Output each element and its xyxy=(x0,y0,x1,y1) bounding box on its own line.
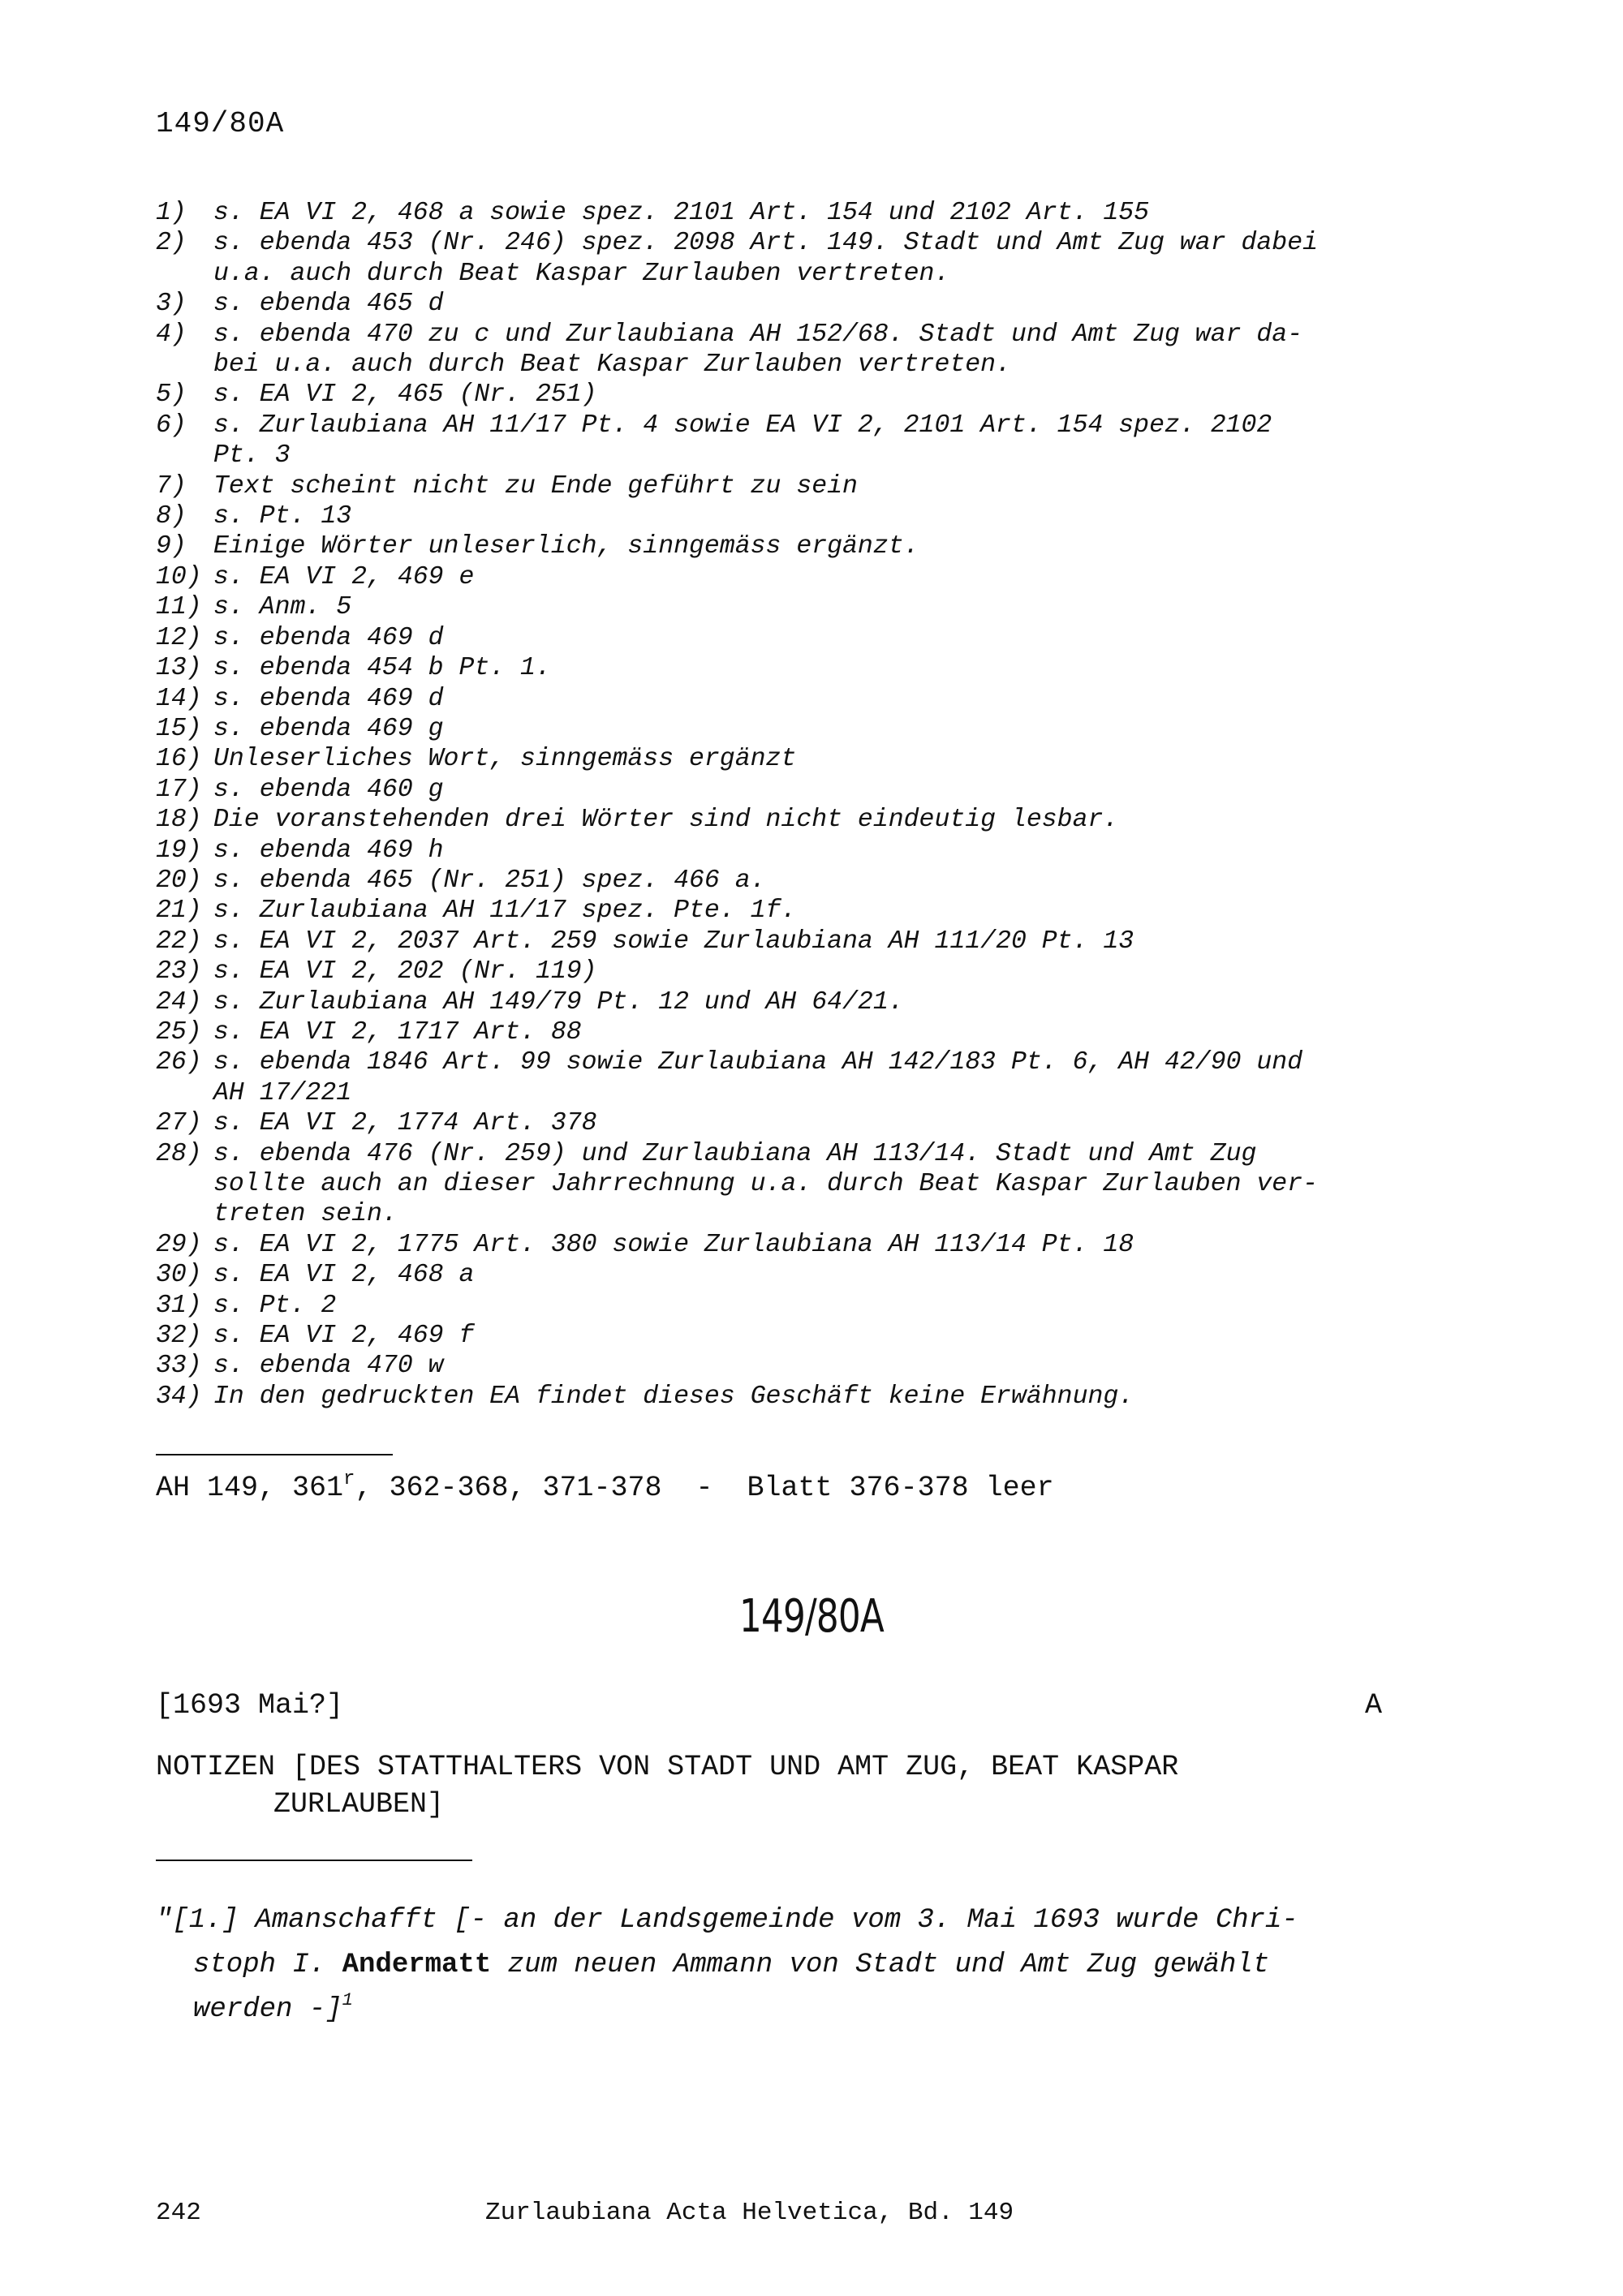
footnote-text xyxy=(213,957,1422,987)
body-line-3 xyxy=(156,1988,1410,2032)
footnote-line: s. ebenda 469 g xyxy=(213,714,444,743)
footnote-text xyxy=(213,896,1422,926)
footnote-text xyxy=(213,320,1422,381)
footnote-line: s. ebenda 469 d xyxy=(213,623,444,652)
footnote-line: AH 17/221 xyxy=(213,1078,352,1107)
footnote-number: 2) xyxy=(156,229,187,258)
footnote-line: Unleserliches Wort, sinngemäss ergänzt xyxy=(213,745,797,774)
footnote-item xyxy=(156,684,1422,714)
footnote-item xyxy=(156,1321,1422,1351)
footnote-item xyxy=(156,501,1422,531)
footnote-number: 34) xyxy=(156,1382,202,1411)
footnotes-separator-rule xyxy=(156,1454,393,1455)
footnote-text xyxy=(213,1321,1422,1351)
footnote-number: 33) xyxy=(156,1352,202,1381)
source-reference xyxy=(156,1468,1054,1504)
footnote-text xyxy=(213,1047,1422,1108)
footnote-line: s. ebenda 469 h xyxy=(213,836,444,865)
footnote-number: 10) xyxy=(156,562,202,591)
footnote-line: s. ebenda 453 (Nr. 246) spez. 2098 Art. 149. Stadt und Amt Zug war dabei xyxy=(213,229,1319,258)
footnote-line: s. ebenda 470 w xyxy=(213,1352,444,1381)
footnote-text xyxy=(213,228,1422,289)
footnote-number: 20) xyxy=(156,866,202,895)
footnote-line: s. ebenda 470 zu c und Zurlaubiana AH 152/68. Stadt und Amt Zug war da- xyxy=(213,320,1303,349)
footnote-item xyxy=(156,623,1422,653)
footnote-number: 30) xyxy=(156,1261,202,1290)
footnote-item xyxy=(156,866,1422,896)
document-number-heading: 149/80A xyxy=(738,1590,885,1643)
footnote-item xyxy=(156,1108,1422,1138)
source-suffix: , 362-368, 371-378 - Blatt 376-378 leer xyxy=(355,1472,1054,1504)
title-line-1: NOTIZEN [DES STATTHALTERS VON STADT UND AMT ZUG, BEAT KASPAR xyxy=(156,1751,1179,1783)
footnotes-list xyxy=(156,198,1422,1412)
footnote-item xyxy=(156,836,1422,866)
footnote-item xyxy=(156,775,1422,805)
footnote-line: s. EA VI 2, 2037 Art. 259 sowie Zurlaubiana AH 111/20 Pt. 13 xyxy=(213,927,1134,956)
footnote-item xyxy=(156,1291,1422,1321)
footnote-line: s. ebenda 465 d xyxy=(213,290,444,319)
footnote-item xyxy=(156,320,1422,381)
footnote-item xyxy=(156,1230,1422,1260)
footnote-line: s. EA VI 2, 469 e xyxy=(213,562,475,591)
source-superscript: r xyxy=(343,1468,355,1490)
body-line-2-start: stoph I. xyxy=(193,1950,342,1980)
footnote-line: s. Anm. 5 xyxy=(213,593,352,622)
footnote-item xyxy=(156,744,1422,774)
footnote-number: 5) xyxy=(156,381,187,410)
footnote-line: s. Zurlaubiana AH 11/17 spez. Pte. 1f. xyxy=(213,896,797,926)
footnote-number: 9) xyxy=(156,532,187,561)
footnote-line: Pt. 3 xyxy=(213,441,291,471)
footnote-text xyxy=(213,380,1422,410)
footnote-item xyxy=(156,1260,1422,1290)
footnote-marker: 1 xyxy=(342,1990,353,2010)
body-line-2-end: zum neuen Ammann von Stadt und Amt Zug gewählt xyxy=(491,1950,1270,1980)
footnote-line: sollte auch an dieser Jahrrechnung u.a. durch Beat Kaspar Zurlauben ver- xyxy=(213,1170,1319,1198)
footnote-line: s. EA VI 2, 468 a sowie spez. 2101 Art. 154 und 2102 Art. 155 xyxy=(213,199,1150,227)
footnote-text xyxy=(213,501,1422,531)
footnote-item xyxy=(156,957,1422,987)
footnote-number: 23) xyxy=(156,957,202,987)
document-type-marker: A xyxy=(1365,1689,1383,1722)
footnote-number: 14) xyxy=(156,684,202,713)
running-head: 149/80A xyxy=(156,107,285,140)
footnote-number: 29) xyxy=(156,1230,202,1259)
footnote-text xyxy=(213,1260,1422,1290)
footnote-text xyxy=(213,623,1422,653)
body-line-1: "[1.] Amanschafft [- an der Landsgemeinde vom 3. Mai 1693 wurde Chri- xyxy=(156,1905,1298,1936)
footnote-number: 28) xyxy=(156,1139,202,1168)
footnote-number: 32) xyxy=(156,1322,202,1351)
footnote-item xyxy=(156,653,1422,683)
footnote-text xyxy=(213,198,1422,228)
footnote-item xyxy=(156,562,1422,592)
footnote-text xyxy=(213,836,1422,866)
footnote-number: 12) xyxy=(156,623,202,652)
footnote-text xyxy=(213,531,1422,561)
footnote-item xyxy=(156,1351,1422,1381)
footnote-number: 7) xyxy=(156,471,187,501)
footnote-number: 18) xyxy=(156,806,202,835)
footnote-line: bei u.a. auch durch Beat Kaspar Zurlauben vertreten. xyxy=(213,350,1011,380)
footnote-text xyxy=(213,1108,1422,1138)
footnote-number: 27) xyxy=(156,1109,202,1138)
footnote-text xyxy=(213,684,1422,714)
footnote-text xyxy=(213,289,1422,319)
footnote-item xyxy=(156,198,1422,228)
person-name-bold: Andermatt xyxy=(342,1950,492,1980)
publication-title: Zurlaubiana Acta Helvetica, Bd. 149 xyxy=(485,2199,1014,2227)
footnote-line: s. EA VI 2, 1775 Art. 380 sowie Zurlaubiana AH 113/14 Pt. 18 xyxy=(213,1230,1134,1259)
footnote-text xyxy=(213,653,1422,683)
footnote-line: In den gedruckten EA findet dieses Geschäft keine Erwähnung. xyxy=(213,1382,1134,1411)
footnote-number: 4) xyxy=(156,320,187,349)
footnote-text xyxy=(213,592,1422,622)
footnote-number: 15) xyxy=(156,714,202,743)
footnote-text xyxy=(213,411,1422,471)
footnote-number: 21) xyxy=(156,896,202,926)
footnote-item xyxy=(156,380,1422,410)
footnote-number: 26) xyxy=(156,1048,202,1077)
footnote-item xyxy=(156,228,1422,289)
footnote-line: s. EA VI 2, 1717 Art. 88 xyxy=(213,1017,582,1047)
footnote-text xyxy=(213,987,1422,1017)
footnote-item xyxy=(156,896,1422,926)
footnote-text xyxy=(213,927,1422,957)
footnote-line: treten sein. xyxy=(213,1200,398,1229)
footnote-item xyxy=(156,1139,1422,1230)
footnote-line: s. EA VI 2, 202 (Nr. 119) xyxy=(213,957,597,987)
body-line-2 xyxy=(156,1943,1410,1988)
footnote-number: 25) xyxy=(156,1017,202,1047)
footnote-number: 31) xyxy=(156,1291,202,1320)
footnote-number: 17) xyxy=(156,775,202,804)
footnote-number: 13) xyxy=(156,654,202,683)
footnote-line: Text scheint nicht zu Ende geführt zu sein xyxy=(213,471,858,501)
footnote-number: 8) xyxy=(156,502,187,531)
footnote-line: s. EA VI 2, 468 a xyxy=(213,1261,475,1290)
footnote-line: s. ebenda 454 b Pt. 1. xyxy=(213,654,551,683)
footnote-text xyxy=(213,1017,1422,1047)
footnote-line: s. ebenda 460 g xyxy=(213,775,444,804)
footnote-text xyxy=(213,866,1422,896)
footnote-number: 3) xyxy=(156,290,187,319)
footnote-line: s. EA VI 2, 469 f xyxy=(213,1322,475,1351)
footnote-line: s. ebenda 1846 Art. 99 sowie Zurlaubiana AH 142/183 Pt. 6, AH 42/90 und xyxy=(213,1048,1303,1077)
footnote-text xyxy=(213,471,1422,501)
footnote-line: Einige Wörter unleserlich, sinngemäss ergänzt. xyxy=(213,532,919,561)
footnote-line: s. Pt. 13 xyxy=(213,502,352,531)
footnote-line: s. Pt. 2 xyxy=(213,1291,337,1320)
footnote-item xyxy=(156,805,1422,835)
title-line-2: ZURLAUBEN] xyxy=(273,1788,445,1821)
footnote-line: s. Zurlaubiana AH 149/79 Pt. 12 und AH 64/21. xyxy=(213,987,904,1017)
footnote-text xyxy=(213,805,1422,835)
footnote-number: 1) xyxy=(156,199,187,227)
footnote-number: 6) xyxy=(156,411,187,440)
footnote-text xyxy=(213,1351,1422,1381)
body-line-3-text: werden -] xyxy=(193,1994,342,2025)
footnote-text xyxy=(213,775,1422,805)
footnote-item xyxy=(156,1047,1422,1108)
footnote-text xyxy=(213,1382,1422,1412)
footnote-line: s. EA VI 2, 1774 Art. 378 xyxy=(213,1109,597,1138)
document-title xyxy=(156,1748,1406,1823)
footnote-item xyxy=(156,592,1422,622)
footnote-number: 16) xyxy=(156,745,202,774)
document-date: [1693 Mai?] xyxy=(156,1689,344,1722)
footnote-item xyxy=(156,1382,1422,1412)
footnote-item xyxy=(156,1017,1422,1047)
footnote-text xyxy=(213,714,1422,744)
footnote-item xyxy=(156,289,1422,319)
footnote-number: 19) xyxy=(156,836,202,865)
document-body xyxy=(156,1898,1410,2032)
source-prefix: AH 149, 361 xyxy=(156,1472,344,1504)
footnote-line: s. ebenda 476 (Nr. 259) und Zurlaubiana AH 113/14. Stadt und Amt Zug xyxy=(213,1139,1257,1168)
footnote-text xyxy=(213,1291,1422,1321)
footnote-item xyxy=(156,531,1422,561)
footnote-line: s. ebenda 469 d xyxy=(213,684,444,713)
footnote-item xyxy=(156,471,1422,501)
footnote-line: Die voranstehenden drei Wörter sind nicht eindeutig lesbar. xyxy=(213,806,1119,835)
footnote-number: 11) xyxy=(156,593,202,622)
footnote-text xyxy=(213,1139,1422,1230)
footnote-line: s. ebenda 465 (Nr. 251) spez. 466 a. xyxy=(213,866,766,895)
footnote-item xyxy=(156,987,1422,1017)
footnote-line: s. Zurlaubiana AH 11/17 Pt. 4 sowie EA VI 2, 2101 Art. 154 spez. 2102 xyxy=(213,411,1272,440)
footnote-text xyxy=(213,562,1422,592)
footnote-item xyxy=(156,927,1422,957)
title-separator-rule xyxy=(156,1860,472,1861)
footnote-line: u.a. auch durch Beat Kaspar Zurlauben vertreten. xyxy=(213,259,950,288)
footnote-number: 22) xyxy=(156,927,202,956)
page-number: 242 xyxy=(156,2199,201,2227)
footnote-item xyxy=(156,714,1422,744)
footnote-text xyxy=(213,1230,1422,1260)
footnote-item xyxy=(156,411,1422,471)
footnote-number: 24) xyxy=(156,987,202,1017)
footnote-text xyxy=(213,744,1422,774)
footnote-line: s. EA VI 2, 465 (Nr. 251) xyxy=(213,381,597,410)
